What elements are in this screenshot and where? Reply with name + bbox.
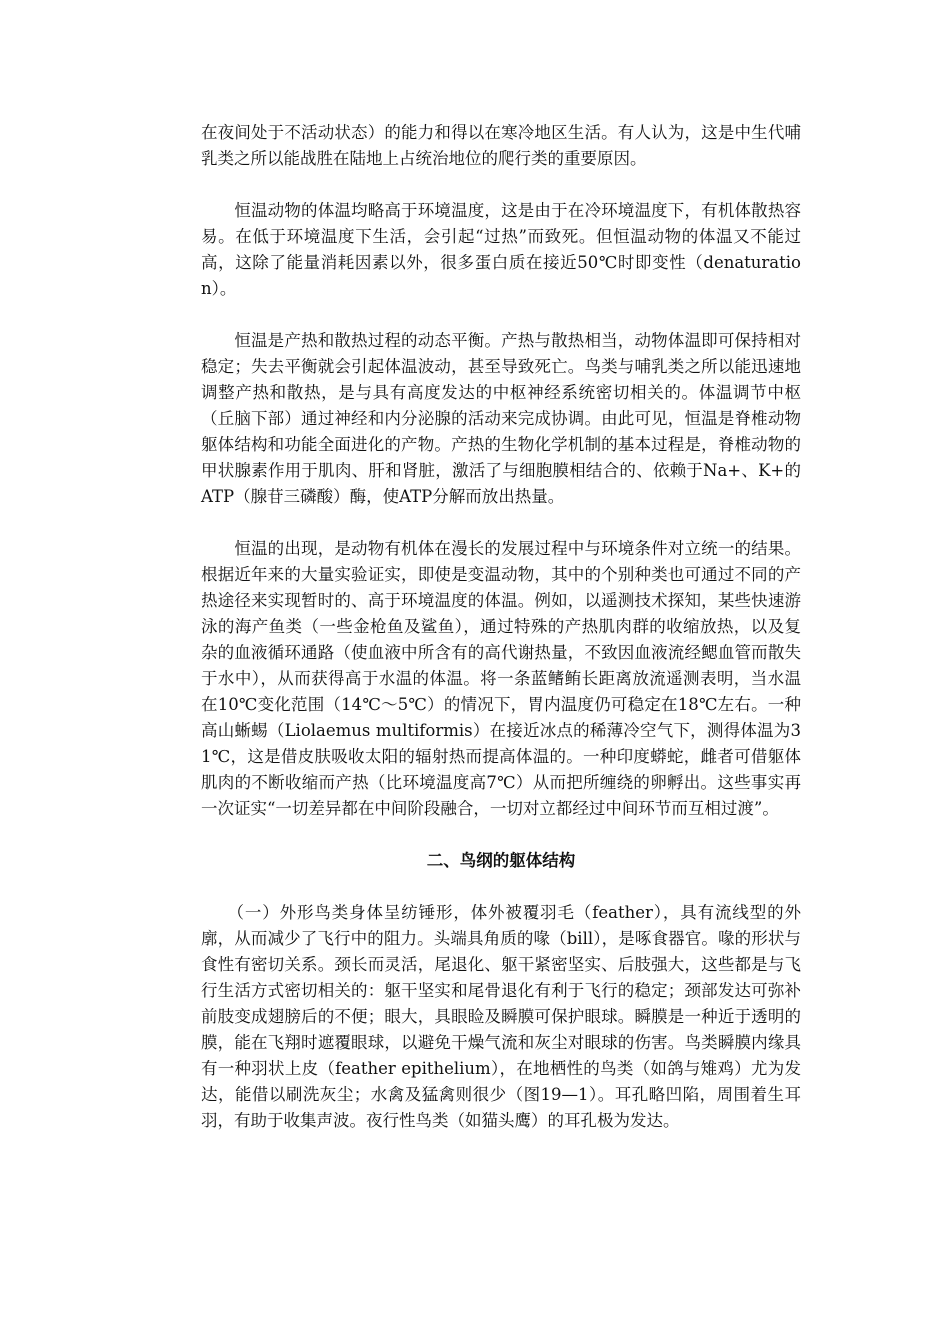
- paragraph-homeotherm-temperature: 恒温动物的体温均略高于环境温度，这是由于在冷环境温度下，有机体散热容易。在低于环境温度下生活，会引起“过热”而致死。但恒温动物的体温又不能过高，这除了能量消耗因素以外，很多蛋白质在接近50℃时即变性（denaturation）。: [201, 201, 801, 298]
- document-page: [201, 120, 801, 1160]
- section-heading: 二、鸟纲的躯体结构: [426, 851, 576, 870]
- paragraph-evolution-of-homeothermy: 恒温的出现，是动物有机体在漫长的发展过程中与环境条件对立统一的结果。根据近年来的大量实验证实，即使是变温动物，其中的个别种类也可通过不同的产热途径来实现暂时的、高于环境温度的体温。例如，以遥测技术探知，某些快速游泳的海产鱼类（一些金枪鱼及鲨鱼），通过特殊的产热肌肉群的收缩放热，以及复杂的血液循环通路（使血液中所含有的高代谢热量，不致因血液流经鳃血管而散失于水中），从而获得高于水温的体温。将一条蓝鳍鲔长距离放流遥测表明，当水温在10℃变化范围（14℃～5℃）的情况下，胃内温度仍可稳定在18℃左右。一种高山蜥蜴（Liolaemus multiformis）在接近冰点的稀薄冷空气下，测得体温为31℃，这是借皮肤吸收太阳的辐射热而提高体温的。一种印度蟒蛇，雌者可借躯体肌肉的不断收缩而产热（比环境温度高7℃）从而把所缠绕的卵孵出。这些事实再一次证实“一切差异都在中间阶段融合，一切对立都经过中间环节而互相过渡”。: [201, 539, 801, 818]
- paragraph-continuation: 在夜间处于不活动状态）的能力和得以在寒冷地区生活。有人认为，这是中生代哺乳类之所以能战胜在陆地上占统治地位的爬行类的重要原因。: [201, 123, 801, 168]
- paragraph-heat-balance: 恒温是产热和散热过程的动态平衡。产热与散热相当，动物体温即可保持相对稳定；失去平衡就会引起体温波动，甚至导致死亡。鸟类与哺乳类之所以能迅速地调整产热和散热，是与具有高度发达的中枢神经系统密切相关的。体温调节中枢（丘脑下部）通过神经和内分泌腺的活动来完成协调。由此可见，恒温是脊椎动物躯体结构和功能全面进化的产物。产热的生物化学机制的基本过程是，脊椎动物的甲状腺素作用于肌肉、肝和肾脏，激活了与细胞膜相结合的、依赖于Na+、K+的ATP（腺苷三磷酸）酶，使ATP分解而放出热量。: [201, 331, 801, 506]
- paragraph-external-form: （一）外形鸟类身体呈纺锤形，体外被覆羽毛（feather），具有流线型的外廓，从而减少了飞行中的阻力。头端具角质的喙（bill），是啄食器官。喙的形状与食性有密切关系。颈长而灵活，尾退化、躯干紧密坚实、后肢强大，这些都是与飞行生活方式密切相关的：躯干坚实和尾骨退化有利于飞行的稳定；颈部发达可弥补前肢变成翅膀后的不便；眼大，具眼睑及瞬膜可保护眼球。瞬膜是一种近于透明的膜，能在飞翔时遮覆眼球，以避免干燥气流和灰尘对眼球的伤害。鸟类瞬膜内缘具有一种羽状上皮（feather epithelium），在地栖性的鸟类（如鸽与雉鸡）尤为发达，能借以刷洗灰尘；水禽及猛禽则很少（图19—1）。耳孔略凹陷，周围着生耳羽，有助于收集声波。夜行性鸟类（如猫头鹰）的耳孔极为发达。: [201, 903, 801, 1130]
